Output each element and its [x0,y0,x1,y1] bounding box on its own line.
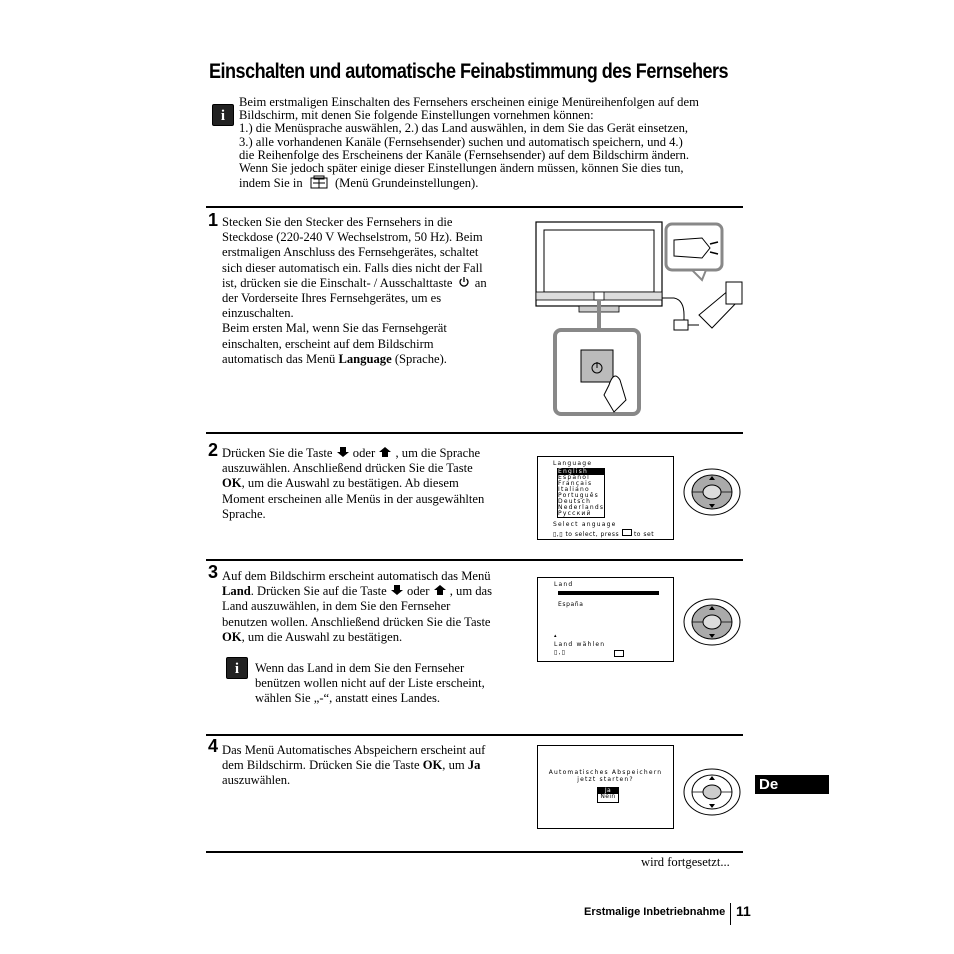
screen-footer: Select anguage [553,521,617,528]
auto-store-screen [537,745,674,829]
screen-question: Automatisches Abspeichern [548,769,663,776]
footer-section-title: Erstmalige Inbetriebnahme [584,906,726,918]
language-option[interactable]: Français [558,480,593,487]
no-option[interactable]: Nein [600,793,616,800]
step-text [222,743,532,789]
text-line: benutzen wollen. Anschließend drücken Sie die Taste [222,614,491,629]
text-line [222,630,532,645]
text-part: an [474,275,487,290]
text-line: Moment erscheinen alle Menüs in der ausgewählten [222,491,485,506]
section-divider [206,734,743,736]
text-line: Stecken Sie den Stecker des Fernsehers in die [222,215,453,229]
note-text [255,661,535,707]
text-line [222,476,532,491]
step-number: 4 [208,736,219,756]
text-line: auszuwählen. Anschließend drücken Sie die Taste [222,461,473,476]
setup-menu-icon [309,175,329,189]
language-option[interactable]: Deutsch [558,498,592,505]
text-line [222,276,532,291]
language-tab: De [755,775,829,794]
language-menu-screen [537,456,674,540]
key-name: OK [422,758,443,773]
language-option[interactable]: Italiano [558,486,590,493]
text-part: automatisch das Menü [222,351,336,366]
country-menu-screen [537,577,674,662]
screen-footer: Land wählen [554,641,606,648]
text-line: wählen Sie „-“, anstatt eines Landes. [255,691,440,706]
step-text [222,569,532,645]
key-name: OK [222,629,242,644]
text-part: (Sprache). [394,351,447,366]
section-divider [206,206,743,208]
ok-key-icon [622,529,632,536]
nav-arrows-icon: ▯,▯ [553,531,564,538]
language-option[interactable]: Nederlands [558,504,605,511]
country-option[interactable]: España [558,601,584,608]
text-part: oder [352,446,376,460]
section-divider [206,851,743,853]
nav-arrows-icon: ▯,▯ [554,649,567,656]
text-line: Wenn das Land in dem Sie den Fernseher [255,661,465,675]
footer-text: to set [633,531,655,538]
down-arrow-icon [390,584,404,596]
text-line: auszuwählen. [222,773,291,788]
text-part: , um das [449,584,493,599]
down-arrow-icon [336,446,350,458]
menu-name: Land [222,584,251,599]
screen-question: jetzt starten? [577,776,634,783]
text-line: Land auszuwählen, in dem Sie den Fernseher [222,599,451,614]
text-part: , um die Sprache [395,446,481,460]
info-icon: i [212,104,234,126]
text-part: ist, drücken sie die Einschalt- / Ausschalttaste [222,275,453,290]
text-line [222,352,532,367]
ok-key-icon [614,650,624,657]
section-divider [206,432,743,434]
text-part: . Drücken Sie auf die Taste [250,584,387,599]
power-icon [458,276,470,288]
intro-text-part: (Menü Grundeinstellungen). [334,176,479,191]
remote-dpad-icon [682,467,742,517]
text-line: sich dieser automatisch ein. Falls dies nicht der Fall [222,260,483,275]
text-line: benützen wollen nicht auf der Liste erscheint, [255,676,485,691]
intro-text-part: indem Sie in [239,176,303,191]
language-option[interactable]: Português [558,492,599,499]
footer-text: to select, press [565,531,620,538]
key-name: OK [222,476,242,491]
text-line: Steckdose (220-240 V Wechselstrom, 50 Hz). Beim [222,230,483,245]
page-title: Einschalten und automatische Feinabstimmung des Fernsehers [209,60,729,83]
text-part: , um die Auswahl zu bestätigen. [241,629,403,644]
text-line: Beim ersten Mal, wenn Sie das Fernsehgerät [222,321,447,336]
menu-name: Language [338,351,392,366]
text-line: einschalten, erscheint auf dem Bildschirm [222,336,434,351]
step-text [222,446,532,522]
footer-divider [730,903,731,925]
continued-note: wird fortgesetzt... [641,855,730,869]
page-number: 11 [736,903,751,919]
scroll-indicator-icon: ▴ [554,633,558,639]
text-line [222,758,532,773]
language-option-selected[interactable]: English [558,469,604,475]
intro-line: Bildschirm, mit denen Sie folgende Einstellungen vornehmen können: [239,108,594,123]
intro-line [239,175,749,190]
language-list [557,468,605,518]
option-name: Ja [467,758,481,773]
yes-no-list [597,787,619,803]
text-line: einzuschalten. [222,306,294,321]
text-part: , um die Auswahl zu bestätigen. Ab diesem [241,476,459,491]
intro-line: die Reihenfolge des Erscheinens der Kanäle (Fernsehsender) auf dem Bildschirm ändern. [239,147,690,162]
text-line [222,584,532,599]
language-option[interactable]: Русский [558,510,592,517]
text-part: , um [442,758,465,773]
language-option[interactable]: Español [558,474,590,481]
text-line: Sprache. [222,506,266,521]
screen-footer [553,529,654,538]
info-icon: i [226,657,248,679]
text-part: Drücken Sie die Taste [222,446,333,460]
yes-option-selected[interactable]: Ja [598,788,618,794]
remote-dpad-icon [682,597,742,647]
text-line: Auf dem Bildschirm erscheint automatisch das Menü [222,569,491,583]
intro-line: 3.) alle vorhandenen Kanäle (Fernsehsender) suchen und automatisch speichern, und 4.) [239,134,683,149]
up-arrow-icon [433,584,447,596]
text-line: der Vorderseite Ihres Fernsehgerätes, um es [222,291,442,306]
selection-bar [558,591,659,595]
text-line: erstmaligen Anschluss des Fernsehgerätes, schaltet [222,245,479,260]
step-number: 2 [208,440,219,460]
screen-header: Language [553,460,593,467]
up-arrow-icon [378,446,392,458]
text-line [222,446,532,461]
intro-line: Wenn Sie jedoch später einige dieser Einstellungen ändern müssen, können Sie dies tun, [239,161,684,176]
intro-line: Beim erstmaligen Einschalten des Fernsehers erscheinen einige Menüreihenfolgen auf dem [239,95,699,109]
tv-illustration [534,220,756,416]
step-text [222,215,532,367]
intro-line: 1.) die Menüsprache auswählen, 2.) das Land auswählen, in dem Sie das Gerät einsetzen, [239,121,689,136]
step-number: 3 [208,562,219,582]
text-part: dem Bildschirm. Drücken Sie die Taste [222,758,420,773]
remote-dpad-icon [682,767,742,817]
intro-text [239,96,749,190]
section-divider [206,559,743,561]
text-line: Das Menü Automatisches Abspeichern erscheint auf [222,743,486,757]
step-number: 1 [208,210,219,230]
screen-header: Land [554,581,574,588]
text-part: oder [407,584,430,599]
